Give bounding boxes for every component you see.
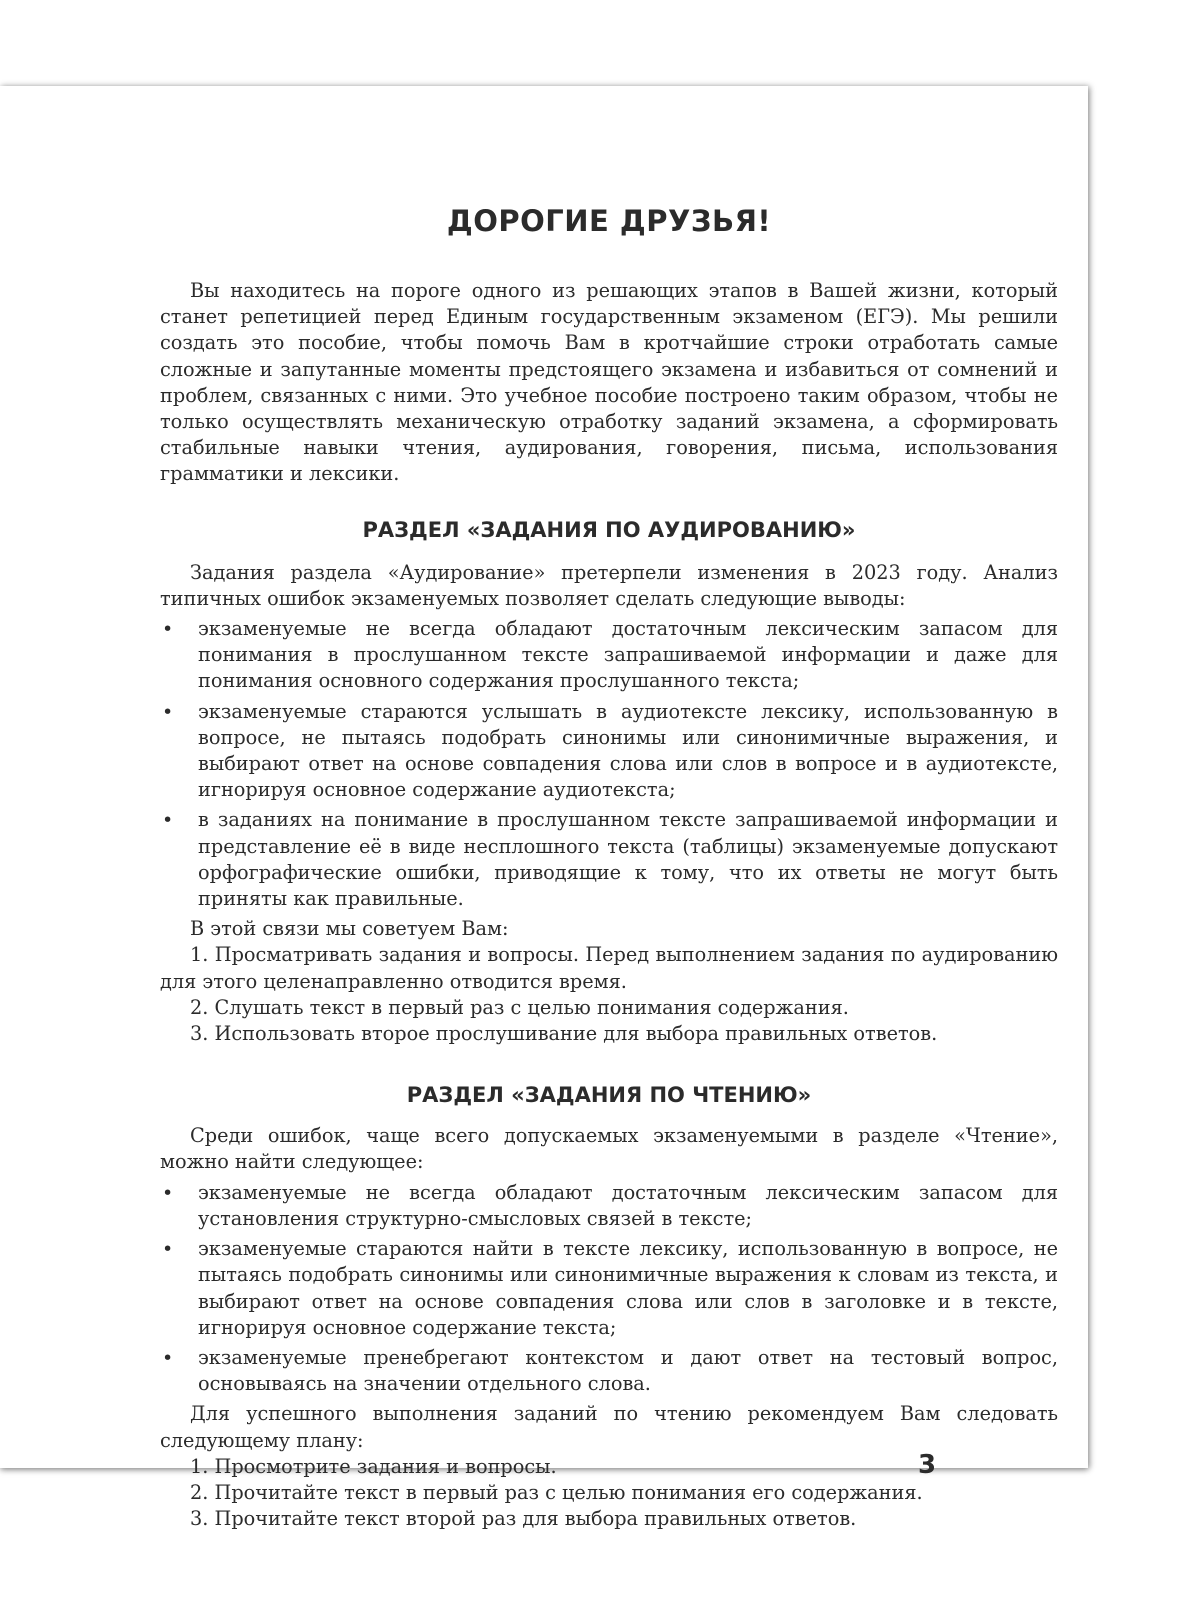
list-item: 1. Просматривать задания и вопросы. Перед выполнением задания по аудированию для этого целенаправленно отводится время.: [160, 943, 1058, 993]
list-item-text: экзаменуемые стараются найти в тексте лексику, использованную в вопросе, не пытаясь подобрать синонимы или синонимичные выражения к словам из текста, и выбирают ответ на основе совпадения слова или слов в заголовке и в тексте, игнорируя основное содержание текста;: [198, 1237, 1058, 1339]
bullet-icon: •: [162, 700, 174, 723]
page-content: [160, 186, 1058, 1532]
reading-section-heading: РАЗДЕЛ «ЗАДАНИЯ ПО ЧТЕНИЮ»: [406, 1083, 812, 1108]
listening-lead-paragraph: Задания раздела «Аудирование» претерпели изменения в 2023 году. Анализ типичных ошибок экзаменуемых позволяет сделать следующие выводы:: [160, 560, 1058, 610]
page-panel: [0, 86, 1088, 1531]
listening-mistakes-list: [160, 616, 1058, 912]
list-item-text: экзаменуемые стараются услышать в аудиотексте лексику, использованную в вопросе, не пытаясь подобрать синонимы или синонимичные выражения, и выбирают ответ на основе совпадения слова или слов в вопросе и в аудиотексте, игнорируя основное содержание аудиотекста;: [198, 699, 1058, 802]
list-item: [160, 807, 1058, 912]
list-item: [160, 1345, 1058, 1397]
listening-steps-list: [160, 942, 1058, 1047]
reading-plan-intro: Для успешного выполнения заданий по чтению рекомендуем Вам следовать следующему плану:: [160, 1402, 1058, 1452]
listening-advice-intro: В этой связи мы советуем Вам:: [190, 917, 509, 941]
list-item: [160, 1180, 1058, 1232]
list-item-text: экзаменуемые не всегда обладают достаточным лексическим запасом для понимания в прослушанном тексте запрашиваемой информации и даже для понимания основного содержания прослушанного текста;: [198, 617, 1058, 693]
page-number: 3: [918, 1450, 937, 1480]
list-item: 1. Просмотрите задания и вопросы.: [190, 1454, 557, 1478]
list-item: 2. Слушать текст в первый раз с целью понимания содержания.: [190, 995, 849, 1019]
bullet-icon: •: [162, 809, 174, 832]
reading-mistakes-list: [160, 1180, 1058, 1398]
intro-paragraph: Вы находитесь на пороге одного из решающих этапов в Вашей жизни, который станет репетицией перед Единым государственным экзаменом (ЕГЭ). Мы решили создать это пособие, чтобы помочь Вам в кротчайшие строки отработать самые сложные и запутанные моменты предстоящего экзамена и избавиться от сомнений и проблем, связанных с ними. Это учебное пособие построено таким образом, чтобы не только осуществлять механическую отработку заданий экзамена, а сформировать стабильные навыки чтения, аудирования, говорения, письма, использования грамматики и лексики.: [160, 279, 1058, 486]
list-item-text: экзаменуемые не всегда обладают достаточным лексическим запасом для установления структурно-смысловых связей в тексте;: [198, 1180, 1058, 1230]
list-item: [160, 699, 1058, 804]
page-title: ДОРОГИЕ ДРУЗЬЯ!: [446, 204, 772, 238]
list-item: 3. Прочитайте текст второй раз для выбора правильных ответов.: [190, 1507, 857, 1531]
list-item: [160, 1236, 1058, 1341]
list-item: 2. Прочитайте текст в первый раз с целью понимания его содержания.: [190, 1480, 923, 1504]
list-item-text: в заданиях на понимание в прослушанном тексте запрашиваемой информации и представление её в виде несплошного текста (таблицы) экзаменуемые допускают орфографические ошибки, приводящие к тому, что их ответы не могут быть приняты как правильные.: [198, 808, 1058, 911]
reading-lead-paragraph: Среди ошибок, чаще всего допускаемых экзаменуемыми в разделе «Чтение», можно найти следующее:: [160, 1124, 1058, 1174]
list-item: [160, 616, 1058, 695]
bullet-icon: •: [162, 1238, 174, 1261]
bullet-icon: •: [162, 1346, 174, 1369]
list-item-text: экзаменуемые пренебрегают контекстом и дают ответ на тестовый вопрос, основываясь на значении отдельного слова.: [198, 1345, 1058, 1396]
list-item: 3. Использовать второе прослушивание для выбора правильных ответов.: [190, 1022, 938, 1046]
bullet-icon: •: [162, 618, 174, 641]
listening-section-heading: РАЗДЕЛ «ЗАДАНИЯ ПО АУДИРОВАНИЮ»: [362, 517, 856, 542]
bullet-icon: •: [162, 1181, 174, 1204]
